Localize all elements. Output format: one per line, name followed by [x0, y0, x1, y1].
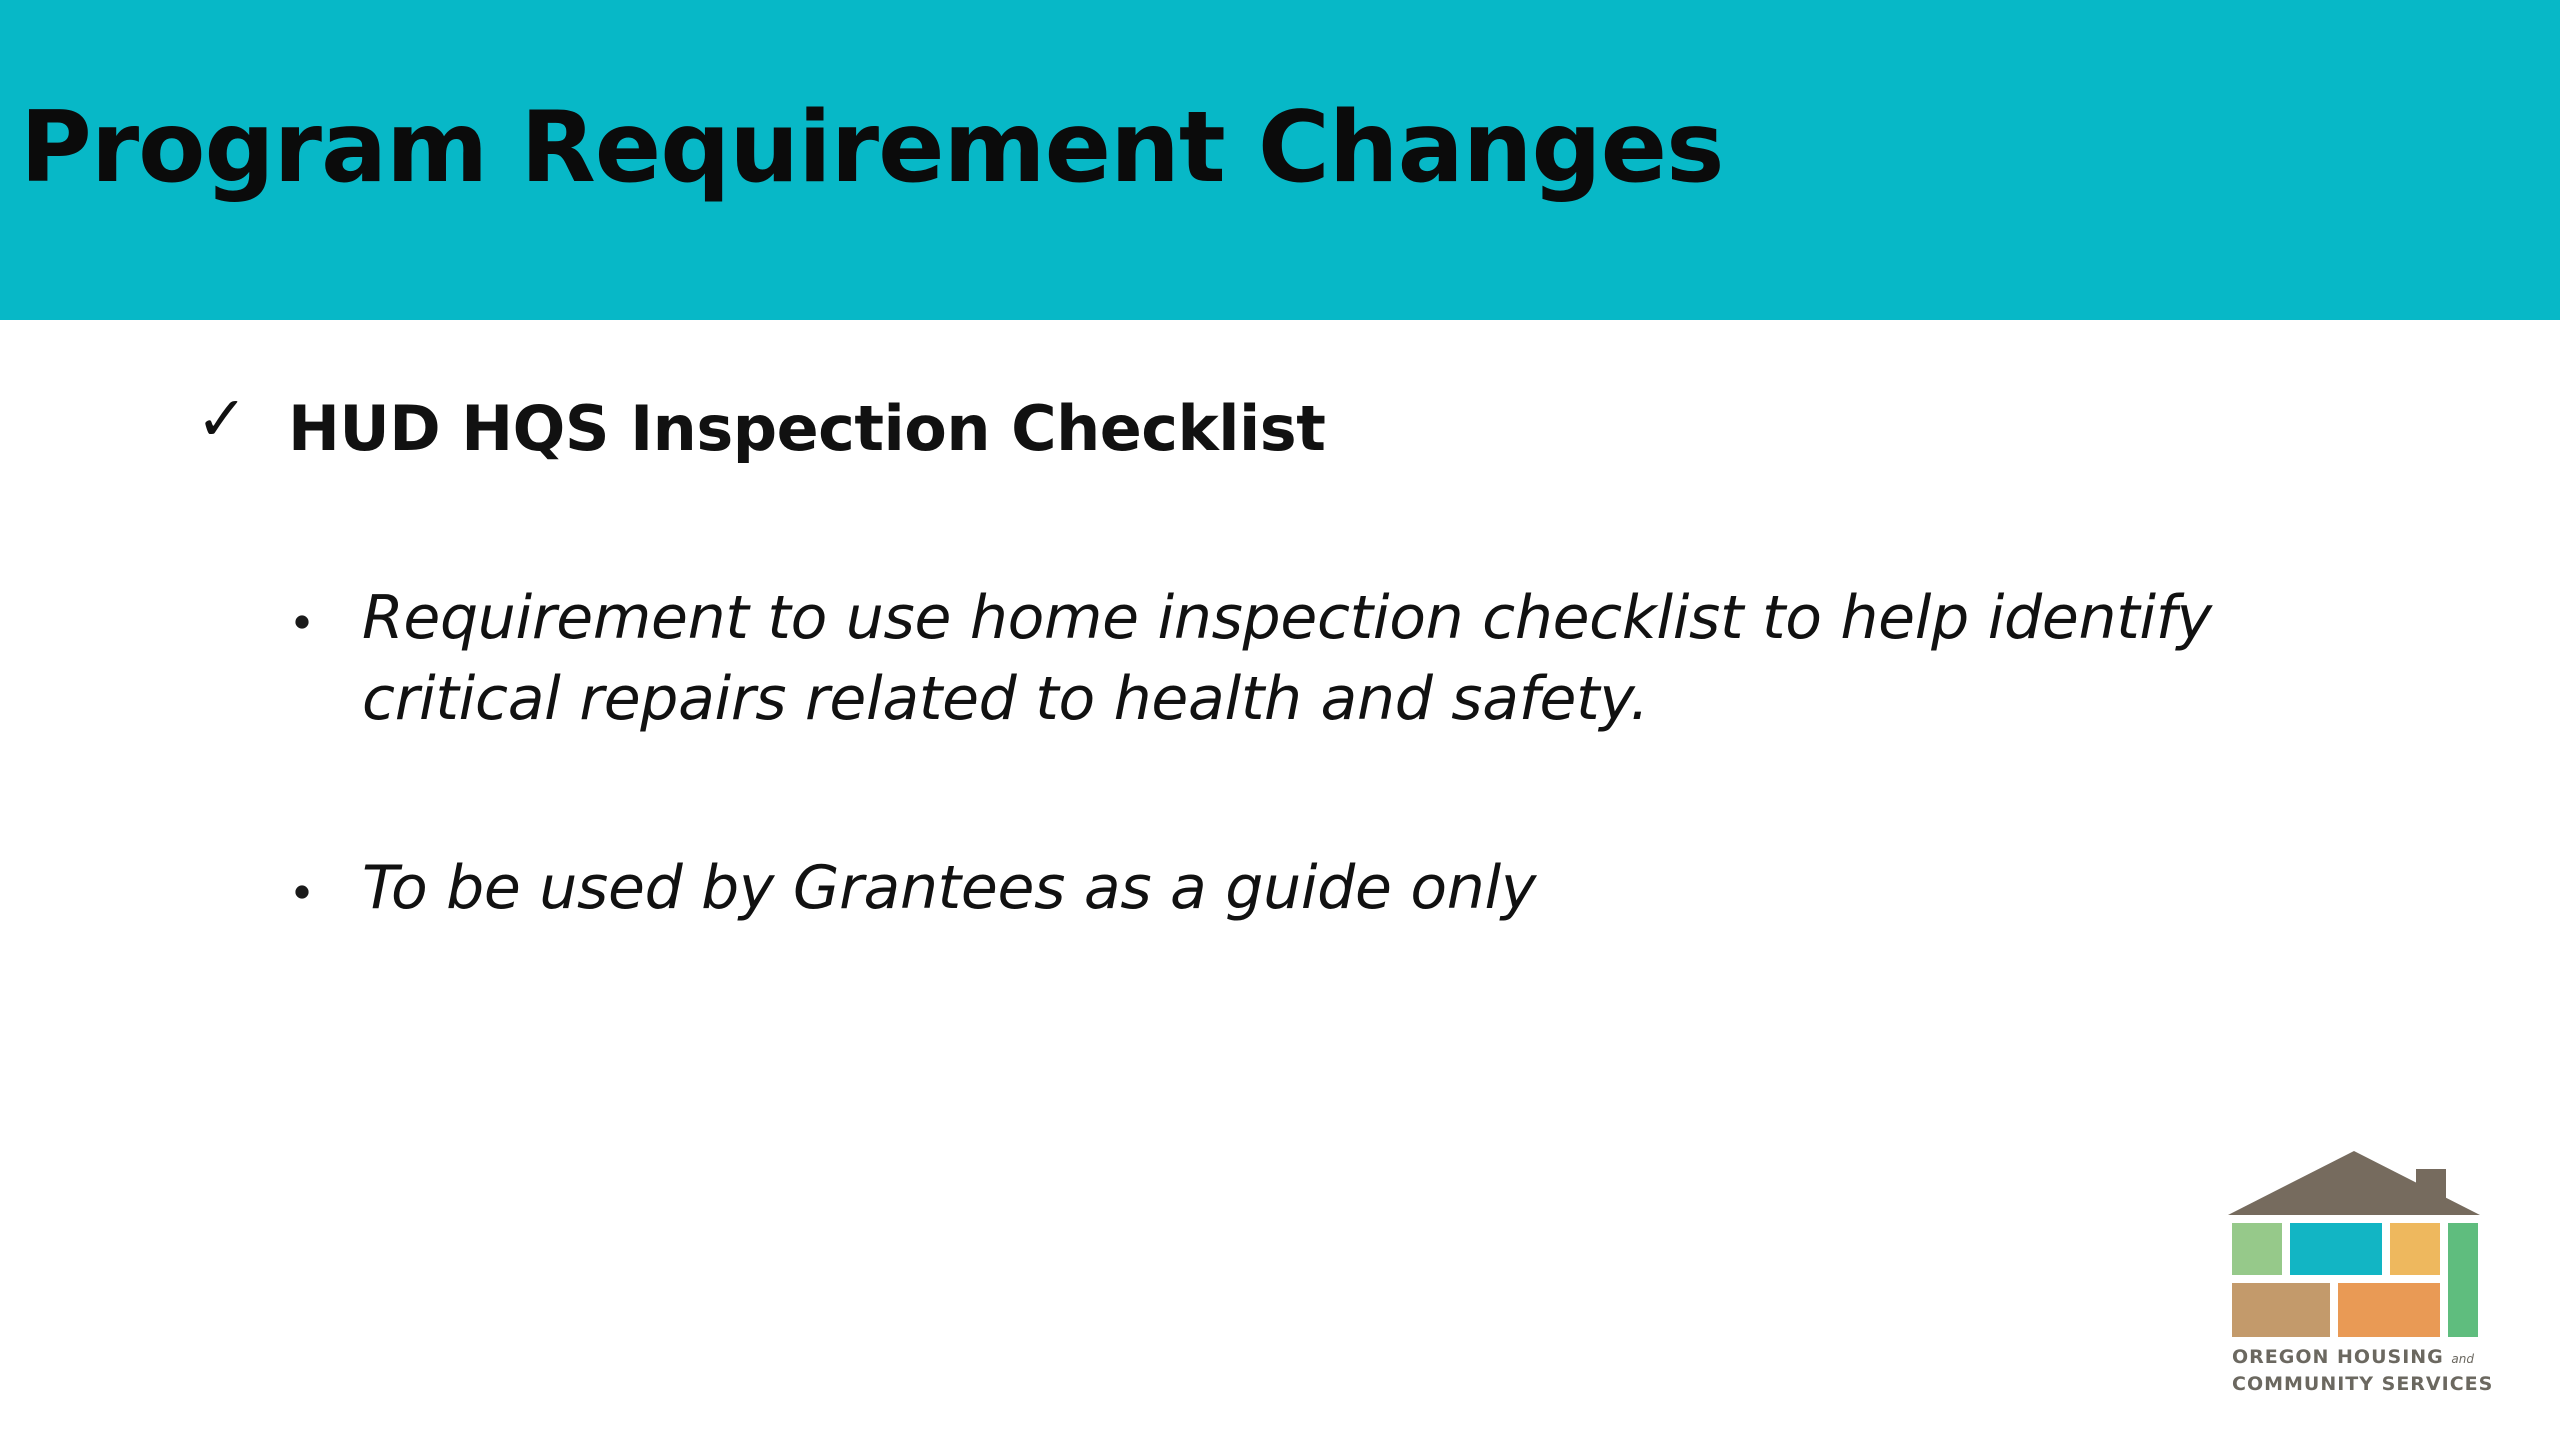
- slide-title: Program Requirement Changes: [20, 91, 1724, 205]
- oregon-housing-logo: [2220, 1145, 2494, 1395]
- logo-block-green: [2448, 1223, 2478, 1337]
- section-heading: HUD HQS Inspection Checklist: [288, 392, 1326, 465]
- oregon-housing-house-logo-icon: [2220, 1145, 2486, 1345]
- logo-chimney: [2416, 1169, 2446, 1203]
- logo-line-2: COMMUNITY SERVICES: [2232, 1373, 2494, 1395]
- logo-block-orange: [2338, 1283, 2440, 1337]
- bullet-item: [290, 848, 2342, 929]
- header-band: [0, 0, 2560, 320]
- bullet-text: To be used by Grantees as a guide only: [362, 853, 1537, 923]
- bullet-text: Requirement to use home inspection checklist to help identify critical repairs related to health and safety.: [362, 583, 2212, 734]
- bullet-dot-icon: [295, 615, 308, 628]
- logo-line-1: OREGON HOUSING: [2232, 1346, 2444, 1368]
- checkmark-icon: ✓: [196, 382, 248, 455]
- logo-block-teal: [2290, 1223, 2382, 1275]
- logo-and: and: [2451, 1352, 2474, 1366]
- bullet-dot-icon: [295, 885, 308, 898]
- logo-wordmark: [2232, 1345, 2493, 1397]
- logo-block-light-green: [2232, 1223, 2282, 1275]
- bullet-item: [290, 578, 2342, 740]
- checklist-heading-row: [196, 382, 1326, 465]
- logo-block-yellow: [2390, 1223, 2440, 1275]
- logo-block-tan: [2232, 1283, 2330, 1337]
